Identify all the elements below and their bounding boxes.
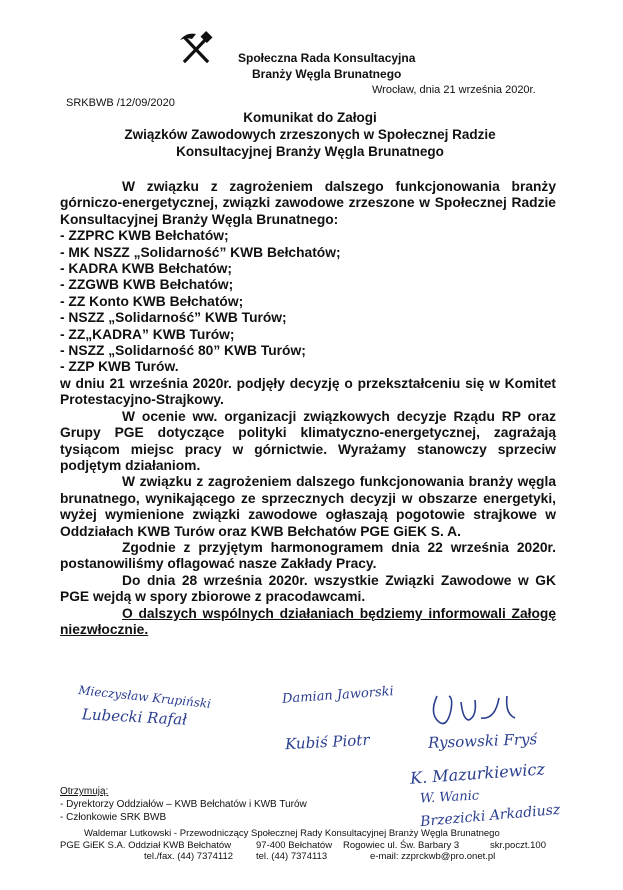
signature: W. Wanic [419,788,480,807]
title-line-1: Komunikat do Załogi [243,110,377,125]
recipient-item: - Dyrektorzy Oddziałów – KWB Bełchatów i KWB Turów [60,799,307,810]
hammer-pick-icon [178,30,214,64]
closing-paragraph: O dalszych wspólnych działaniach będziemy informowali Załogę niezwłocznie. [60,605,556,637]
signature: Kubiś Piotr [284,730,370,754]
list-item: - ZZ Konto KWB Bełchatów; [60,293,244,309]
footer-line-1: Waldemar Lutkowski - Przewodniczący Społecznej Rady Konsultacyjnej Branży Węgla Brunatnego [84,828,500,839]
org-line-2: Branży Węgla Brunatnego [252,67,402,81]
paragraph-4: Do dnia 28 września 2020r. wszystkie Związki Zawodowe w GK PGE wejdą w spory zbiorowe z pracodawcami. [60,572,556,605]
list-item: - ZZGWB KWB Bełchatów; [60,277,234,293]
decision-paragraph: w dniu 21 września 2020r. podjęły decyzję o przekształceniu się w Komitet Protestacyjno-Strajkowy. [60,375,556,408]
footer-pobox: skr.poczt.100 [490,839,546,851]
signature: K. Mazurkiewicz [409,759,546,788]
footer-email[interactable]: e-mail: zzprckwb@pro.onet.pl [370,851,496,862]
signature: Lubecki Rafał [81,705,188,729]
recipients-label: Otrzymują: [60,786,109,797]
title-line-2: Związków Zawodowych zrzeszonych w Społecznej Radzie [124,127,496,142]
reference-number: SRKBWB /12/09/2020 [66,97,175,109]
document-body [60,179,556,638]
list-item: - NSZZ „Solidarność” KWB Turów; [60,310,287,326]
document-title [60,109,560,160]
signature: Damian Jaworski [281,684,395,707]
list-item: - ZZPRC KWB Bełchatów; [60,228,229,244]
organization-name [238,50,415,82]
paragraph-3: Zgodnie z przyjętym harmonogramem dnia 22 września 2020r. postanowiliśmy oflagować nasze Zakłady Pracy. [60,539,556,572]
place-date: Wrocław, dnia 21 września 2020r. [372,84,536,96]
list-item: - NSZZ „Solidarność 80” KWB Turów; [60,343,306,359]
recipient-item: - Członkowie SRK BWB [60,812,167,823]
list-item: - MK NSZZ „Solidarność” KWB Bełchatów; [60,244,341,260]
footer-fax: tel./fax. (44) 7374112 [144,851,234,862]
paragraph-2: W związku z zagrożeniem dalszego funkcjonowania branży węgla brunatnego, wynikającego ze sprzecznych decyzji w obszarze energetyki, wyżej wymienione związki zawodowe ogłaszają pogotowie strajkowe w Oddziałach KWB Turów oraz KWB Bełchatów PGE GiEK S. A. [60,474,556,539]
footer-postal: 97-400 Bełchatów [256,839,333,851]
signature: Brzezicki Arkadiusz [419,801,561,831]
signature: Rysowski Fryś [427,730,538,752]
list-item: - ZZ„KADRA” KWB Turów; [60,326,235,342]
footer-company: PGE GiEK S.A. Oddział KWB Bełchatów [60,839,232,851]
intro-paragraph: W związku z zagrożeniem dalszego funkcjonowania branży górniczo-energetycznej, związki zawodowe zrzeszone w Społecznej Radzie Konsultacyjnej Branży Węgla Brunatnego: [60,179,556,227]
footer-street: Rogowiec ul. Św. Barbary 3 [343,839,460,851]
list-item: - ZZP KWB Turów. [60,359,179,375]
title-line-3: Konsultacyjnej Branży Węgla Brunatnego [176,144,444,159]
signature: Mieczysław Krupiński [77,683,212,711]
unions-list [60,228,556,376]
list-item: - KADRA KWB Bełchatów; [60,261,232,277]
paragraph-1: W ocenie ww. organizacji związkowych decyzje Rządu RP oraz Grupy PGE dotyczące polityki klimatyczno-energetycznej, zagrażają tysiącom miejsc pracy w górnictwie. Wyrażamy stanowczy sprzeciw podjętym działaniom. [60,408,556,473]
footer-phone: tel. (44) 7374113 [256,851,328,862]
signature-scribble [425,690,535,730]
recipients [60,785,307,824]
footer [60,828,580,863]
org-line-1: Społeczna Rada Konsultacyjna [238,51,416,65]
